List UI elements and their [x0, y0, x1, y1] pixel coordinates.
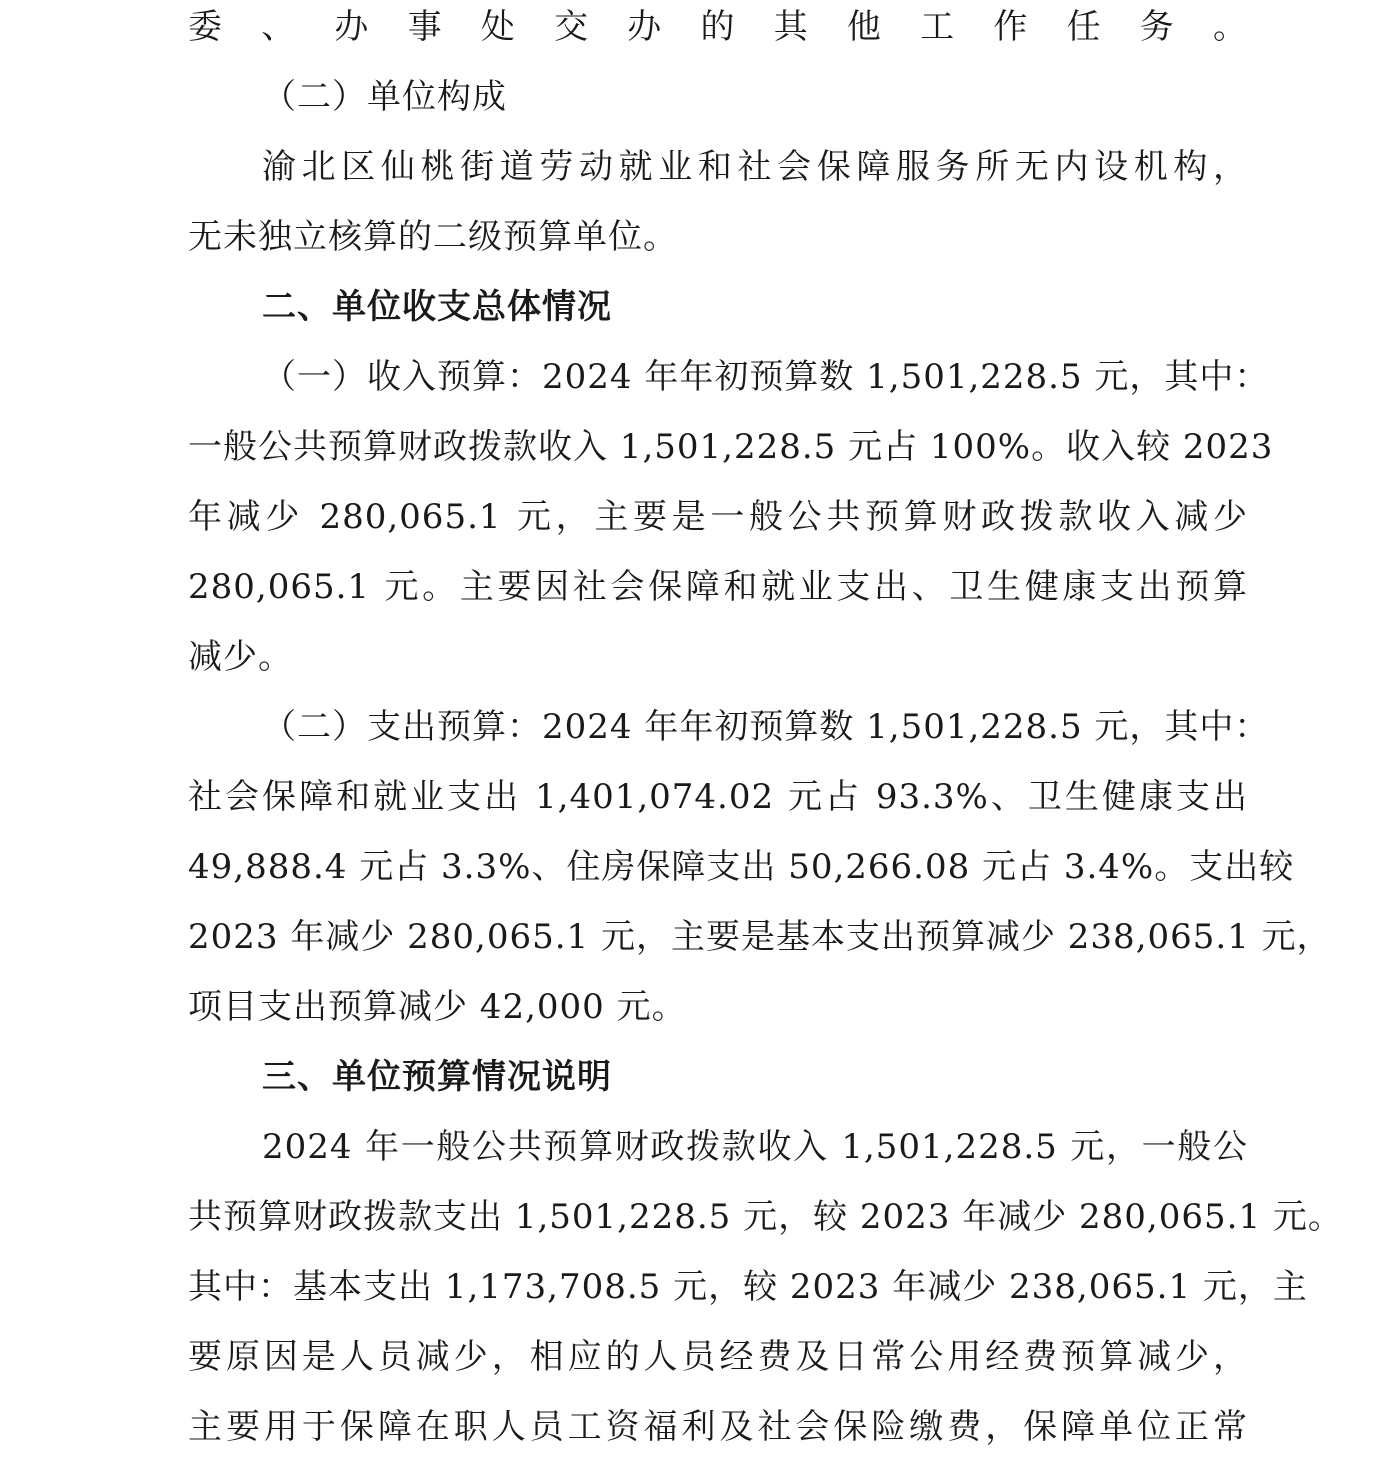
paragraph-line: 减少。: [188, 637, 293, 677]
document-page: [188, 0, 1343, 1462]
paragraph-line: （二）支出预算：2024 年年初预算数 1,501,228.5 元，其中：: [262, 707, 1270, 747]
paragraph-line: 其中：基本支出 1,173,708.5 元，较 2023 年减少 238,065.1 元，主: [188, 1267, 1308, 1307]
paragraph-line: 共预算财政拨款支出 1,501,228.5 元，较 2023 年减少 280,065.1 元。: [188, 1197, 1343, 1237]
paragraph-line: 一般公共预算财政拨款收入 1,501,228.5 元占 100%。收入较 2023: [188, 427, 1274, 467]
paragraph-line: 280,065.1 元。主要因社会保障和就业支出、卫生健康支出预算: [188, 567, 1248, 607]
paragraph-line: 渝北区仙桃街道劳动就业和社会保障服务所无内设机构，: [262, 147, 1248, 187]
paragraph-line: 委、办事处交办的其他工作任务。: [188, 7, 1248, 47]
paragraph-line: 要原因是人员减少，相应的人员经费及日常公用经费预算减少，: [188, 1337, 1248, 1377]
subsection-heading: （二）单位构成: [262, 77, 507, 117]
paragraph-line: 社会保障和就业支出 1,401,074.02 元占 93.3%、卫生健康支出: [188, 777, 1248, 817]
paragraph-line: 年减少 280,065.1 元，主要是一般公共预算财政拨款收入减少: [188, 497, 1248, 537]
paragraph-line: 主要用于保障在职人员工资福利及社会保险缴费，保障单位正常: [188, 1407, 1248, 1447]
section-heading: 三、单位预算情况说明: [262, 1057, 612, 1097]
paragraph-line: 2023 年减少 280,065.1 元，主要是基本支出预算减少 238,065.1 元，: [188, 917, 1332, 957]
section-heading: 二、单位收支总体情况: [262, 287, 612, 327]
paragraph-line: 49,888.4 元占 3.3%、住房保障支出 50,266.08 元占 3.4%。支出较: [188, 847, 1295, 887]
paragraph-line: 无未独立核算的二级预算单位。: [188, 217, 678, 257]
paragraph-line: 项目支出预算减少 42,000 元。: [188, 987, 687, 1027]
paragraph-line: （一）收入预算：2024 年年初预算数 1,501,228.5 元，其中：: [262, 357, 1270, 397]
paragraph-line: 2024 年一般公共预算财政拨款收入 1,501,228.5 元，一般公: [262, 1127, 1248, 1167]
